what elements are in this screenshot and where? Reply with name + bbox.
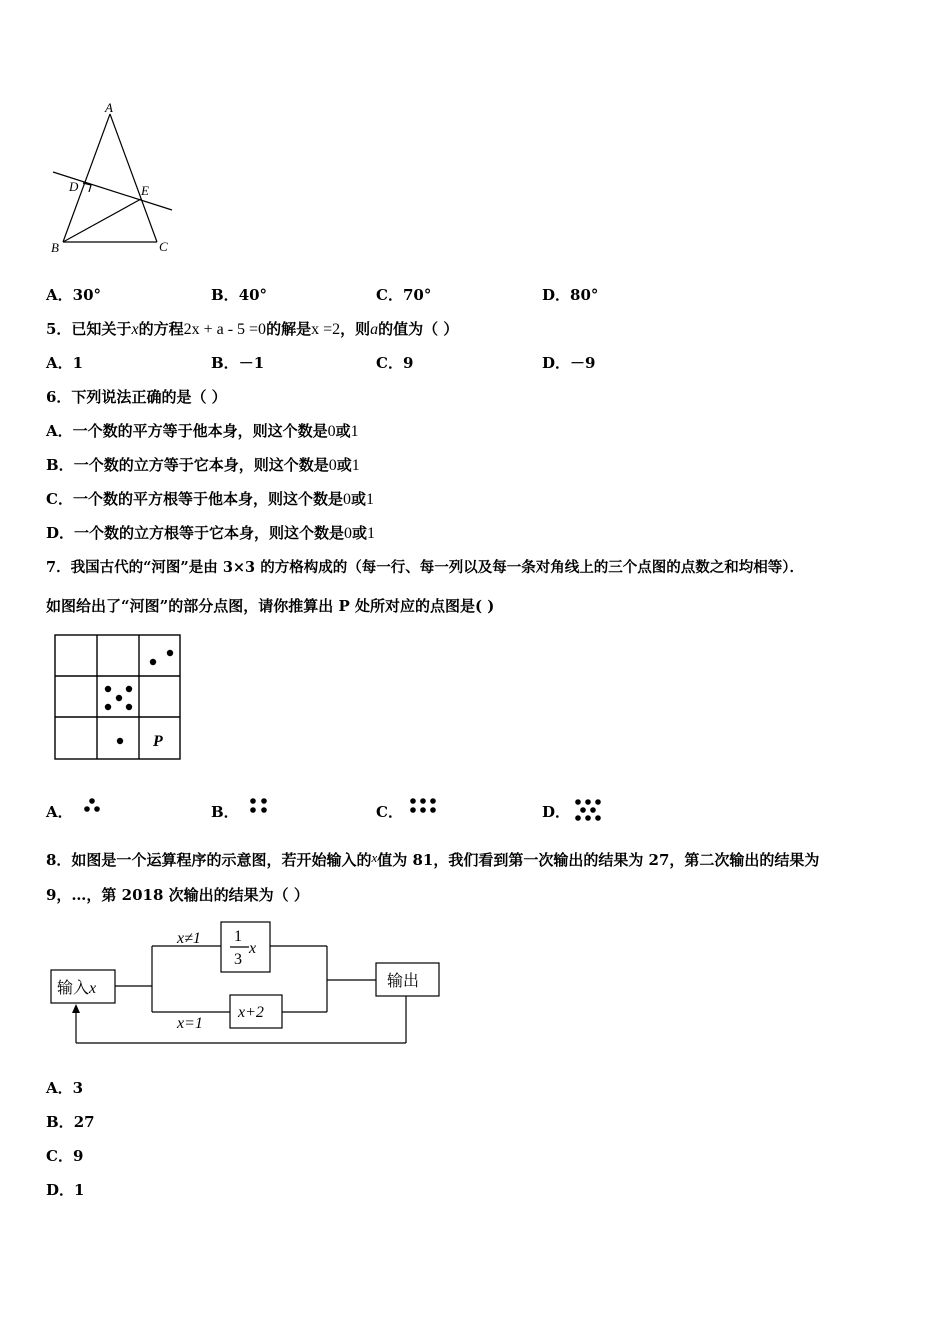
label-b: B — [51, 240, 59, 255]
q6-option-a[interactable]: A．一个数的平方等于他本身，则这个数是0或1 — [46, 422, 359, 440]
q7-option-b[interactable]: B． — [211, 803, 239, 821]
flow-frac-var: x — [249, 940, 257, 957]
q4-option-a[interactable]: A．30° — [46, 286, 102, 304]
q7-option-c[interactable]: C． — [376, 803, 403, 821]
q7-option-d[interactable]: D． — [542, 803, 571, 821]
flow-frac-den: 3 — [234, 951, 242, 968]
q6-stem: 6．下列说法正确的是（ ） — [46, 388, 227, 406]
label-c: C — [159, 239, 168, 254]
q5-option-b[interactable]: B．－1 — [211, 354, 265, 372]
q8-option-b[interactable]: B．27 — [46, 1113, 95, 1131]
q7-stem-line2: 如图给出了“河图”的部分点图，请你推算出 P 处所对应的点图是( ) — [46, 597, 495, 615]
q5-option-d[interactable]: D．－9 — [542, 354, 596, 372]
label-a: A — [105, 100, 113, 115]
arrow-head — [72, 1004, 80, 1013]
grid-label-p: P — [153, 733, 163, 750]
q8-stem-line1: 8．如图是一个运算程序的示意图，若开始输入的x值为 81，我们看到第一次输出的结果为 27，第二次输出的结果为 — [46, 850, 820, 869]
q8-option-a[interactable]: A．3 — [46, 1079, 84, 1097]
q5-option-c[interactable]: C．9 — [376, 354, 414, 372]
flow-input-label: 输入x — [57, 978, 97, 997]
q8-option-d[interactable]: D．1 — [46, 1181, 85, 1199]
q5-option-a[interactable]: A．1 — [46, 354, 84, 372]
q5-solution: x =2 — [311, 321, 341, 338]
q6-option-b[interactable]: B．一个数的立方等于它本身，则这个数是0或1 — [46, 456, 360, 474]
q4-option-b[interactable]: B．40° — [211, 286, 268, 304]
q6-option-d[interactable]: D．一个数的立方根等于它本身，则这个数是0或1 — [46, 524, 376, 542]
flow-frac-num: 1 — [234, 928, 242, 945]
label-d: D — [69, 179, 79, 194]
q4-option-d[interactable]: D．80° — [542, 286, 599, 304]
q4-option-c[interactable]: C．70° — [376, 286, 432, 304]
q8-option-c[interactable]: C．9 — [46, 1147, 84, 1165]
flow-op-bottom: x+2 — [238, 1004, 264, 1021]
q5-stem: 5．已知关于x的方程2x + a - 5 =0的解是x =2，则a的值为（ ） — [46, 320, 459, 338]
q8-stem-line2: 9，…，第 2018 次输出的结果为（ ） — [46, 886, 309, 904]
flow-output-label: 输出 — [387, 973, 420, 990]
label-e: E — [141, 183, 149, 198]
q5-equation: 2x + a - 5 =0 — [183, 321, 267, 338]
q7-option-a[interactable]: A． — [46, 803, 73, 821]
flow-cond-top: x≠1 — [177, 930, 201, 947]
q7-stem-line1: 7．我国古代的“河图”是由 3×3 的方格构成的（每一行、每一列以及每一条对角线上的三个点图的点数之和均相等）． — [46, 559, 804, 576]
q6-option-c[interactable]: C．一个数的平方根等于他本身，则这个数是0或1 — [46, 490, 374, 508]
flow-cond-bottom: x=1 — [177, 1015, 203, 1032]
